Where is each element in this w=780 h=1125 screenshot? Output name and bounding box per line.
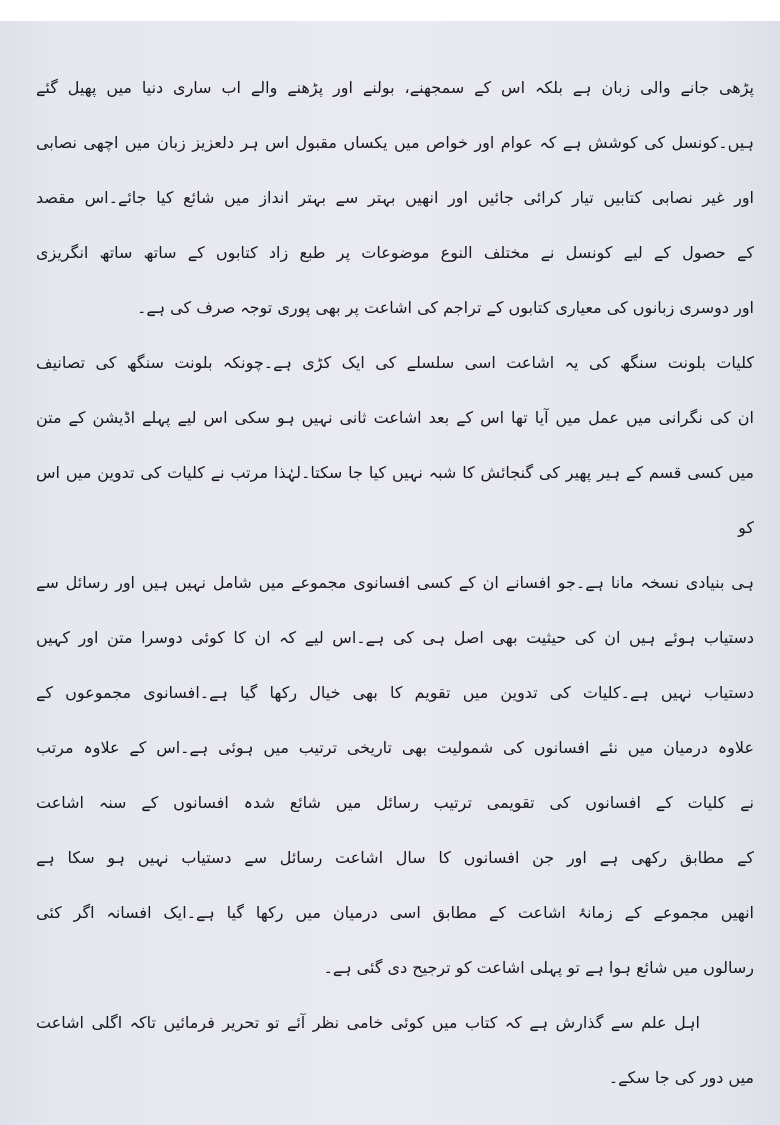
text-line: دستیاب نہیں ہے۔کلیات کی تدوین میں تقویم کا بھی خیال رکھا گیا ہے۔افسانوی مجموعوں کے: [36, 683, 754, 702]
text-line: دستیاب ہوئے ہیں ان کی حیثیت بھی اصل ہی کی ہے۔اس لیے کہ ان کا کوئی دوسرا متن اور کہیں: [36, 628, 754, 647]
text-line: ہی بنیادی نسخہ مانا ہے۔جو افسانے ان کے کسی افسانوی مجموعے میں شامل نہیں ہیں اور رسائل سے: [36, 573, 754, 592]
text-line: اہل علم سے گذارش ہے کہ کتاب میں کوئی خامی نظر آئے تو تحریر فرمائیں تاکہ اگلی اشاعت: [36, 1013, 701, 1032]
text-line: اور غیر نصابی کتابیں تیار کرائی جائیں اور انھیں بہتر سے بہتر انداز میں شائع کیا جائے۔اس مقصد: [36, 188, 754, 207]
text-line: انھیں مجموعے کے زمانۂ اشاعت کے مطابق اسی درمیان میں رکھا گیا ہے۔ایک افسانہ اگر کئی: [36, 903, 754, 922]
text-line: کلیات بلونت سنگھ کی یہ اشاعت اسی سلسلے کی ایک کڑی ہے۔چونکہ بلونت سنگھ کی تصانیف: [36, 353, 754, 372]
text-line: علاوہ درمیان میں نئے افسانوں کی شمولیت بھی تاریخی ترتیب میں ہوئی ہے۔اس کے علاوہ مرتب: [36, 738, 754, 757]
text-line: کے حصول کے لیے کونسل نے مختلف النوع موضوعات پر طبع زاد کتابوں کے ساتھ ساتھ انگریزی: [36, 243, 754, 262]
text-line: میں دور کی جا سکے۔: [608, 1068, 754, 1087]
text-line: میں کسی قسم کے ہیر پھیر کی گنجائش کا شبہ نہیں کیا جا سکتا۔لہٰذا مرتب نے کلیات کی تدوین میں اس کو: [36, 463, 754, 537]
text-line: اور دوسری زبانوں کی معیاری کتابوں کے تراجم کی اشاعت پر بھی پوری توجہ صرف کی ہے۔: [136, 298, 754, 317]
text-line: ان کی نگرانی میں عمل میں آیا تھا اس کے بعد اشاعت ثانی نہیں ہو سکی اس لیے پہلے اڈیشن کے متن: [36, 408, 754, 427]
scanned-page: [0, 21, 780, 1125]
text-line: ہیں۔کونسل کی کوشش ہے کہ عوام اور خواص میں یکساں مقبول اس ہر دلعزیز زبان میں اچھی نصابی: [36, 133, 754, 152]
text-line: کے مطابق رکھی ہے اور جن افسانوں کا سال اشاعت رسائل سے دستیاب نہیں ہو سکا ہے: [36, 848, 754, 867]
body-text: [0, 21, 780, 1125]
text-line: نے کلیات کے افسانوں کی تقویمی ترتیب رسائل میں شائع شدہ افسانوں کے سنہ اشاعت: [36, 793, 754, 812]
text-line: پڑھی جانے والی زبان ہے بلکہ اس کے سمجھنے، بولنے اور پڑھنے والے اب ساری دنیا میں پھیل گئے: [36, 78, 754, 97]
text-line: رسالوں میں شائع ہوا ہے تو پہلی اشاعت کو ترجیح دی گئی ہے۔: [323, 958, 754, 977]
